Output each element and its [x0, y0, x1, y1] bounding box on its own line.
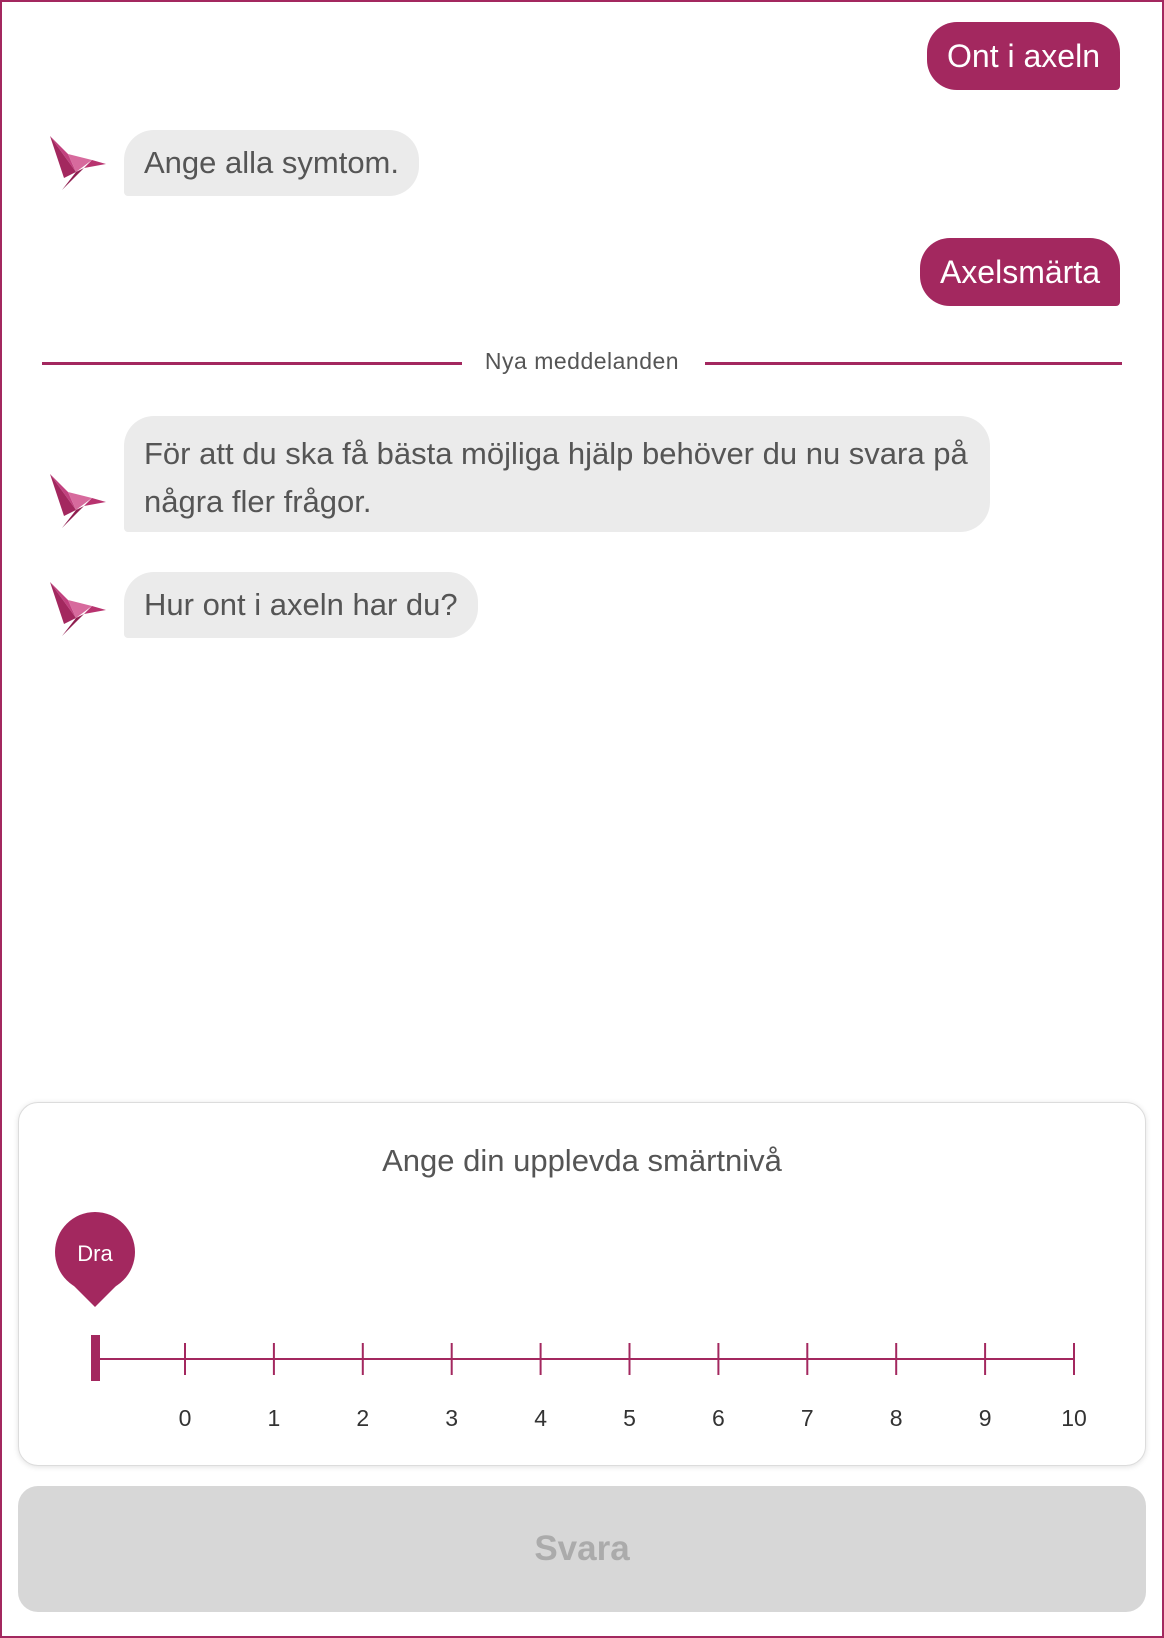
scale-tick-label: 1	[267, 1405, 281, 1431]
bot-message: Hur ont i axeln har du?	[124, 572, 478, 638]
origami-bird-icon	[46, 134, 108, 190]
divider-label: Nya meddelanden	[484, 348, 680, 374]
bot-message: För att du ska få bästa möjliga hjälp behöver du nu svara på några fler frågor.	[124, 416, 990, 532]
origami-bird-icon	[46, 580, 108, 636]
slider-ticks	[179, 1343, 1087, 1431]
slider-handle-pointer[interactable]	[65, 1277, 125, 1307]
scale-tick-label: 6	[712, 1405, 725, 1431]
scale-tick-label: 7	[800, 1405, 814, 1431]
scale-tick-label: 9	[978, 1405, 992, 1431]
chat-log	[2, 2, 1162, 1092]
scale-tick-label: 10	[1061, 1405, 1087, 1431]
scale-tick-label: 5	[623, 1405, 636, 1431]
new-messages-divider	[42, 346, 1122, 376]
slider-handle-label: Dra	[77, 1241, 113, 1266]
submit-button[interactable]: Svara	[18, 1486, 1146, 1612]
pain-slider[interactable]	[19, 1103, 1145, 1465]
user-message: Ont i axeln	[927, 22, 1120, 90]
scale-tick-label: 2	[356, 1405, 370, 1431]
origami-bird-icon	[46, 472, 108, 528]
pain-scale-panel	[18, 1102, 1146, 1466]
scale-tick-label: 4	[534, 1405, 547, 1431]
scale-tick-label: 0	[178, 1405, 192, 1431]
scale-tick-label: 8	[889, 1405, 903, 1431]
slider-start-marker	[91, 1335, 100, 1381]
slider-handle[interactable]	[55, 1212, 135, 1307]
bot-message: Ange alla symtom.	[124, 130, 419, 196]
scale-tick-label: 3	[445, 1405, 459, 1431]
user-message: Axelsmärta	[920, 238, 1120, 306]
pain-scale-title: Ange din upplevda smärtnivå	[382, 1143, 782, 1178]
